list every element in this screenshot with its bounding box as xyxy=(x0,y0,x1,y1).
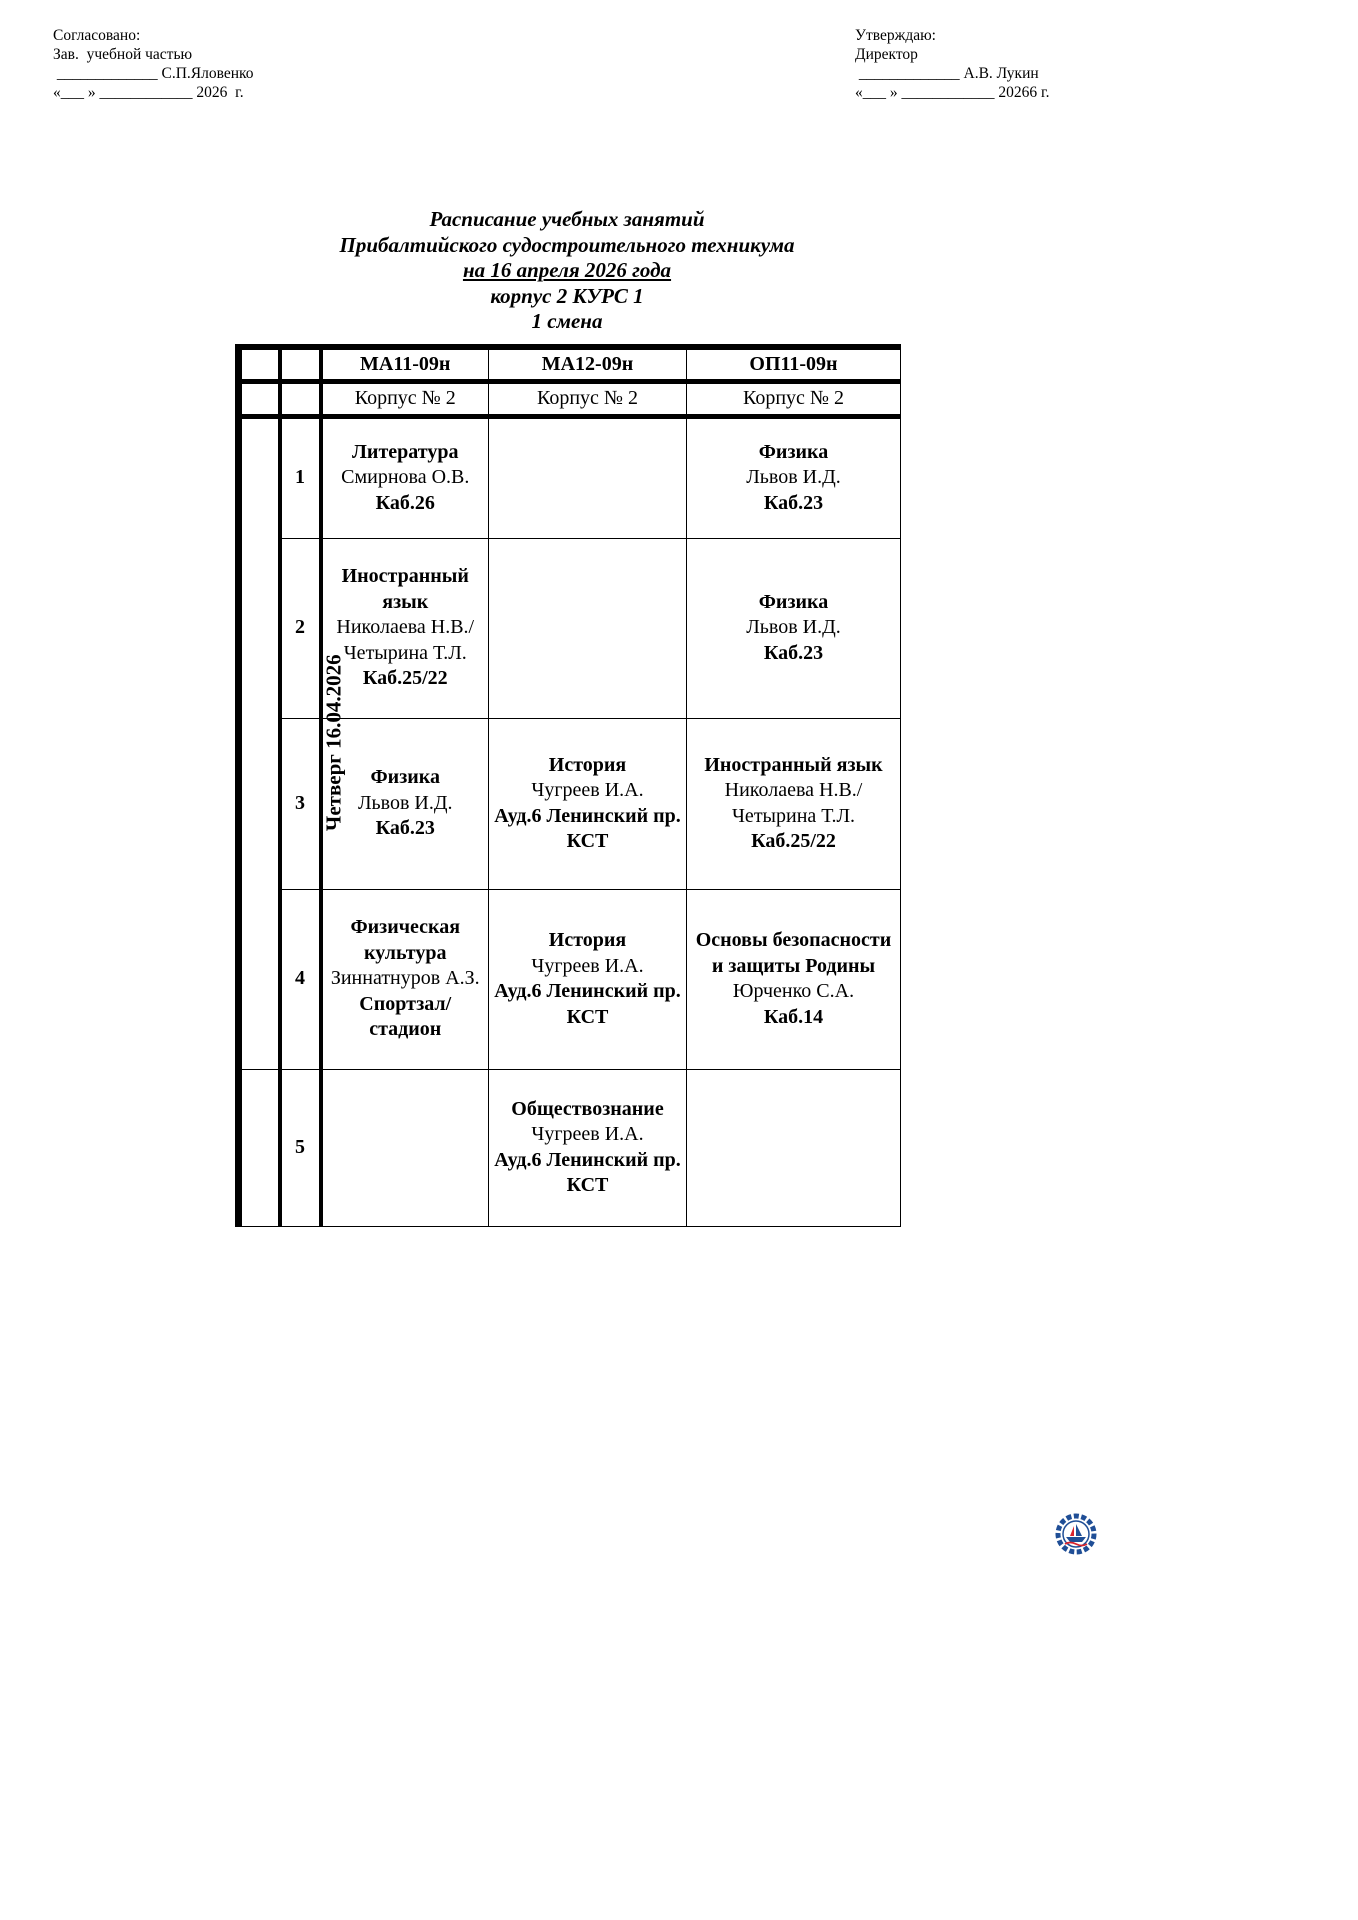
title-building-course: корпус 2 КУРС 1 xyxy=(490,283,644,308)
lesson-subject: Физика xyxy=(758,440,829,463)
lesson-room: Ауд.6 Ленинский пр. КСТ xyxy=(494,804,681,852)
approval-left-line2: Зав. учебной частью xyxy=(53,46,193,63)
group-header-ma11: МА11-09н xyxy=(321,347,489,381)
day-cell xyxy=(239,416,346,1069)
lesson-cell-empty xyxy=(687,1069,901,1226)
document-title xyxy=(0,207,1134,335)
approval-right-line4: «___ » ____________ 20266 г. xyxy=(855,84,1050,101)
lesson-cell-empty xyxy=(489,416,687,538)
lesson-cell xyxy=(321,416,489,538)
approval-right-line1: Утверждаю: xyxy=(855,27,936,44)
approval-right-line2: Директор xyxy=(855,46,918,63)
lesson-subject: Основы безопасности и защиты Родины xyxy=(695,929,892,977)
lesson-teacher: Львов И.Д. xyxy=(357,791,453,814)
header-corner-num-2 xyxy=(280,381,321,416)
lesson-teacher: Чугреев И.А. xyxy=(531,954,644,977)
header-corner-day xyxy=(239,347,280,381)
technical-college-emblem-icon xyxy=(1054,1512,1098,1556)
lesson-teacher: Смирнова О.В. xyxy=(341,466,470,489)
lesson-subject: История xyxy=(548,753,627,776)
title-line-2: Прибалтийского судостроительного техникума xyxy=(339,232,795,257)
lesson-room: Спортзал/стадион xyxy=(359,992,452,1041)
lesson-cell xyxy=(687,538,901,718)
group-header-op11: ОП11-09н xyxy=(687,347,901,381)
period-number: 5 xyxy=(280,1069,321,1226)
building-cell: Корпус № 2 xyxy=(489,381,687,416)
lesson-room: Ауд.6 Ленинский пр. КСТ xyxy=(494,1148,681,1196)
schedule-table xyxy=(235,344,901,1227)
period-number: 3 xyxy=(280,718,321,889)
header-corner-day-2 xyxy=(239,381,280,416)
lesson-room: Каб.23 xyxy=(763,641,824,664)
approval-right-line3: _____________ А.В. Лукин xyxy=(855,65,1039,82)
lesson-teacher: Николаева Н.В./Четырина Т.Л. xyxy=(724,779,863,827)
building-cell: Корпус № 2 xyxy=(687,381,901,416)
lesson-cell xyxy=(321,889,489,1069)
title-shift: 1 смена xyxy=(531,309,603,333)
lesson-subject: Иностранный язык xyxy=(704,753,883,776)
title-date: на 16 апреля 2026 года xyxy=(462,258,672,282)
period-number: 1 xyxy=(280,416,321,538)
day-cell-continuation xyxy=(239,1069,280,1226)
lesson-teacher: Львов И.Д. xyxy=(746,466,841,489)
lesson-subject: Физика xyxy=(758,590,829,613)
lesson-cell-empty xyxy=(321,1069,489,1226)
lesson-room: Каб.23 xyxy=(375,817,435,840)
lesson-cell xyxy=(489,889,687,1069)
header-corner-num xyxy=(280,347,321,381)
title-line-1: Расписание учебных занятий xyxy=(429,207,705,231)
period-row-5 xyxy=(239,1069,901,1226)
lesson-cell xyxy=(687,416,901,538)
lesson-teacher: Чугреев И.А. xyxy=(531,779,644,801)
lesson-room: Каб.23 xyxy=(763,491,824,514)
approval-block-left xyxy=(53,26,254,102)
lesson-cell xyxy=(489,1069,687,1226)
period-number: 4 xyxy=(280,889,321,1069)
buildings-header-row xyxy=(239,381,901,416)
period-row-4 xyxy=(239,889,901,1069)
lesson-teacher: Зиннатнуров А.З. xyxy=(330,967,480,990)
lesson-teacher: Юрченко С.А. xyxy=(732,980,855,1002)
day-label: Четверг 16.04.2026 xyxy=(321,654,346,832)
lesson-room: Ауд.6 Ленинский пр. КСТ xyxy=(494,980,681,1028)
lesson-subject: Обществознание xyxy=(511,1097,664,1120)
group-header-ma12: МА12-09н xyxy=(489,347,687,381)
approval-left-line1: Согласовано: xyxy=(53,27,141,44)
lesson-cell xyxy=(687,718,901,889)
lesson-cell-empty xyxy=(489,538,687,718)
approval-block-right xyxy=(855,26,1049,102)
period-row-1 xyxy=(239,416,901,538)
lesson-cell xyxy=(687,889,901,1069)
lesson-room: Каб.14 xyxy=(763,1005,824,1028)
lesson-teacher: Николаева Н.В./Четырина Т.Л. xyxy=(336,616,475,664)
lesson-teacher: Чугреев И.А. xyxy=(531,1123,644,1145)
lesson-teacher: Львов И.Д. xyxy=(746,616,841,639)
lesson-subject: Физика xyxy=(370,766,440,789)
period-number: 2 xyxy=(280,538,321,718)
lesson-subject: Физическая культура xyxy=(350,916,461,964)
approval-left-line4: «___ » ____________ 2026 г. xyxy=(53,84,244,101)
lesson-room: Каб.25/22 xyxy=(751,830,836,852)
building-cell: Корпус № 2 xyxy=(321,381,489,416)
approval-left-line3: _____________ С.П.Яловенко xyxy=(53,65,254,82)
lesson-cell xyxy=(489,718,687,889)
lesson-subject: Литература xyxy=(352,440,459,463)
lesson-subject: Иностранный язык xyxy=(341,565,469,613)
lesson-subject: История xyxy=(548,929,627,951)
lesson-room: Каб.25/22 xyxy=(362,667,448,690)
groups-header-row xyxy=(239,347,901,381)
lesson-room: Каб.26 xyxy=(375,491,435,514)
